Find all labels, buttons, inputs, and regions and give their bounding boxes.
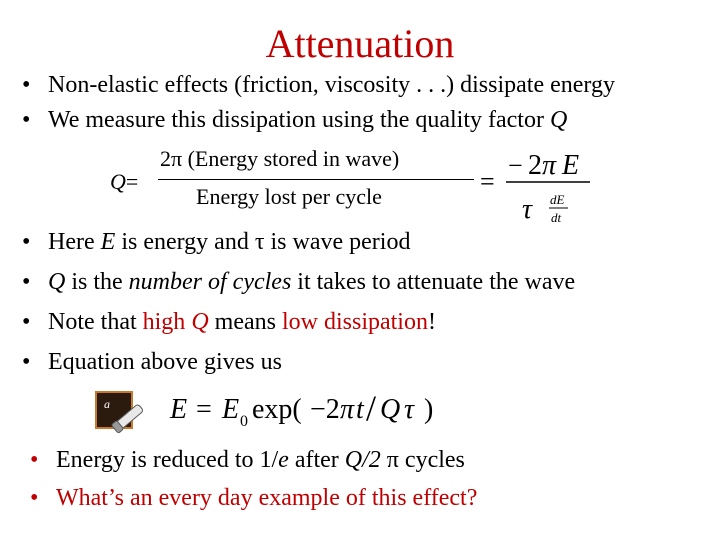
bullet-text: We measure this dissipation using the quality factor xyxy=(48,107,550,133)
q-half-symbol: Q/2 xyxy=(344,447,381,473)
bullet-marker: • xyxy=(30,485,39,511)
rhs-dE: dE xyxy=(550,192,565,207)
rhs-two: 2 xyxy=(528,150,542,181)
bullet-q-cycles xyxy=(22,267,575,297)
text-segment: π cycles xyxy=(380,447,465,473)
rhs-dt: dt xyxy=(551,210,562,225)
rhs-minus: − xyxy=(508,151,523,180)
bullet-here-e xyxy=(22,227,410,257)
eq2-exp: exp( xyxy=(252,394,302,425)
eq2-E0: E xyxy=(222,394,240,425)
formula-rhs xyxy=(478,140,598,230)
bullet-text: Non-elastic effects (friction, viscosity . . .) dissipate energy xyxy=(48,72,615,98)
highlight-text: low dissipation xyxy=(281,309,428,335)
text-segment: is energy and τ is wave period xyxy=(115,229,411,255)
e-symbol: e xyxy=(278,447,289,473)
bullet-marker: • xyxy=(22,107,31,133)
text-segment: means xyxy=(208,309,282,335)
highlight-text: high xyxy=(142,309,192,335)
eq2-E: E xyxy=(170,394,188,425)
bullet-nonelastic xyxy=(22,70,615,100)
decay-equation xyxy=(168,388,468,434)
formula-denominator: Energy lost per cycle xyxy=(196,184,382,209)
text-segment: it takes to attenuate the wave xyxy=(291,269,576,295)
bullet-marker: • xyxy=(22,229,31,255)
formula-lhs xyxy=(110,169,138,195)
text-segment: Here xyxy=(48,229,101,255)
rhs-pi: π xyxy=(542,150,557,181)
q-symbol: Q xyxy=(549,107,568,133)
eq2-minus2: −2 xyxy=(310,394,340,425)
icon-label: a xyxy=(104,397,110,411)
bullet-energy-reduced xyxy=(30,445,465,475)
rhs-tau: τ xyxy=(522,194,533,225)
text-segment: ! xyxy=(427,309,436,335)
speaker-icon[interactable] xyxy=(94,390,150,438)
bullet-equation-above xyxy=(22,347,282,377)
e-symbol: E xyxy=(100,229,116,255)
bullet-high-q xyxy=(22,307,436,337)
q-symbol: Q xyxy=(48,269,66,295)
eq2-equals: = xyxy=(196,394,212,425)
text-segment: after xyxy=(288,447,345,473)
emphasis-text: number of cycles xyxy=(128,269,292,295)
text-segment: Energy is reduced to 1/ xyxy=(56,447,279,473)
fraction-bar xyxy=(158,179,474,180)
bullet-marker: • xyxy=(30,447,39,473)
eq2-t: t xyxy=(356,394,364,425)
eq2-sub0: 0 xyxy=(240,413,248,430)
eq2-slash: / xyxy=(366,388,377,428)
text-segment: Note that xyxy=(48,309,143,335)
rhs-equals: = xyxy=(480,167,495,196)
question-text: What’s an every day example of this effect? xyxy=(56,485,478,511)
audio-clip-graphic xyxy=(94,390,150,438)
equals-sign: = xyxy=(125,169,139,194)
bullet-marker: • xyxy=(22,269,31,295)
bullet-everyday-example xyxy=(30,483,477,513)
bullet-quality-factor xyxy=(22,105,567,135)
slide-title: Attenuation xyxy=(265,21,455,66)
bullet-marker: • xyxy=(22,72,31,98)
eq2-tau: τ xyxy=(404,394,415,425)
text-segment: is the xyxy=(65,269,129,295)
eq2-pi: π xyxy=(340,394,355,425)
eq2-Q: Q xyxy=(380,394,401,425)
q-symbol: Q xyxy=(191,309,209,335)
eq2-close: ) xyxy=(424,394,434,425)
formula-numerator: 2π (Energy stored in wave) xyxy=(160,146,400,171)
bullet-marker: • xyxy=(22,349,31,375)
text-segment: Equation above gives us xyxy=(48,349,282,375)
q-symbol: Q xyxy=(110,169,126,194)
rhs-E: E xyxy=(562,150,580,181)
bullet-marker: • xyxy=(22,309,31,335)
